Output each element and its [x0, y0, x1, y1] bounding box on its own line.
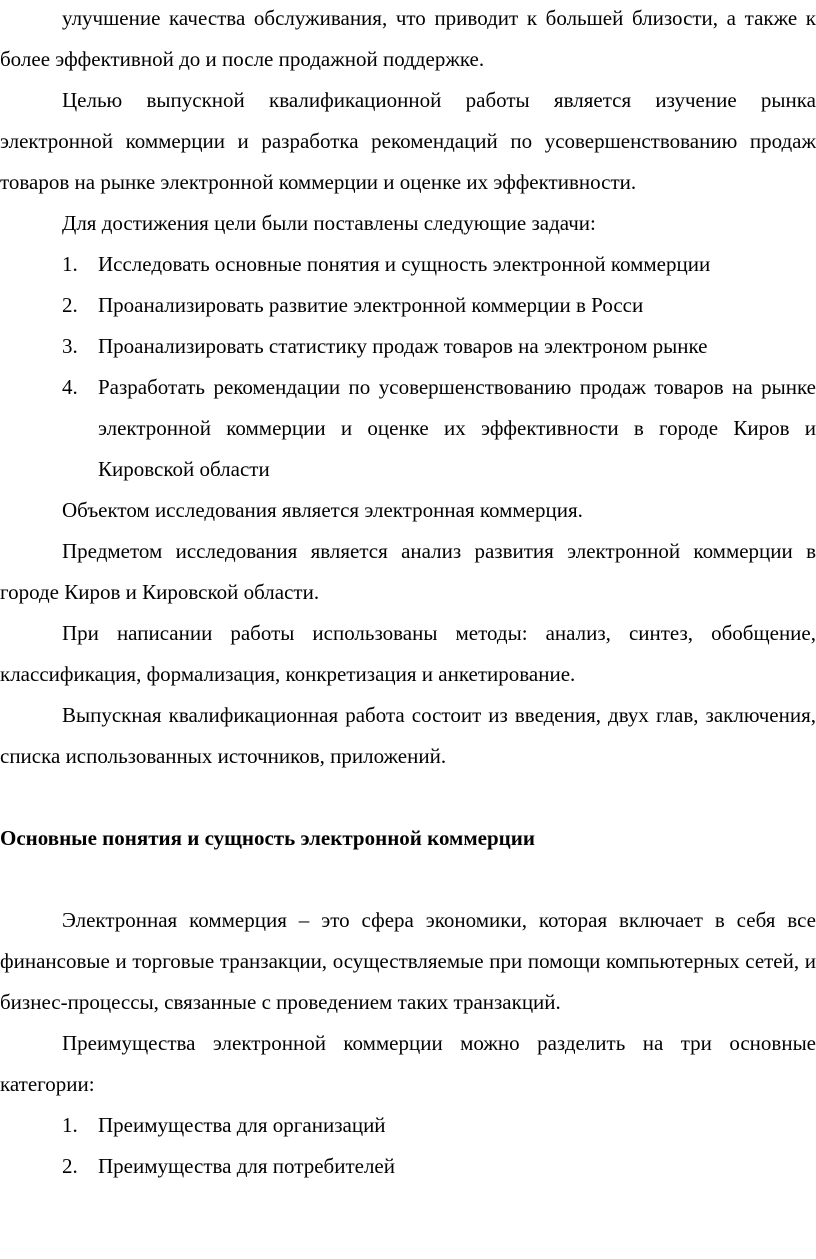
list-item: [0, 367, 816, 490]
list-item-text: Проанализировать статистику продаж товаров на электроном рынке: [98, 334, 708, 358]
paragraph-tasks-intro: Для достижения цели были поставлены следующие задачи:: [62, 211, 596, 235]
paragraph-methods: При написании работы использованы методы: анализ, синтез, обобщение, классификация, формализация, конкретизация и анкетирование.: [0, 621, 816, 686]
paragraph-object: Объектом исследования является электронная коммерция.: [62, 498, 583, 522]
list-item: [0, 326, 816, 367]
paragraph-subject: Предметом исследования является анализ развития электронной коммерции в городе Киров и Кировской области.: [0, 539, 816, 604]
list-item: [0, 1146, 816, 1187]
list-item: [0, 1105, 816, 1146]
list-item-number: 2.: [62, 1154, 78, 1178]
list-item-text: Преимущества для потребителей: [98, 1154, 395, 1178]
list-item-text: Преимущества для организаций: [98, 1113, 386, 1137]
list-item-text: Исследовать основные понятия и сущность электронной коммерции: [98, 252, 711, 276]
list-item-number: 3.: [62, 334, 78, 358]
paragraph-definition: Электронная коммерция – это сфера экономики, которая включает в себя все финансовые и торговые транзакции, осуществляемые при помощи компьютерных сетей, и бизнес-процессы, связанные с проведением таких транзакций.: [0, 908, 816, 1014]
paragraph-benefits-intro: Преимущества электронной коммерции можно разделить на три основные категории:: [0, 1031, 816, 1096]
list-item-number: 4.: [62, 375, 78, 399]
list-item-number: 1.: [62, 252, 78, 276]
paragraph-goal: Целью выпускной квалификационной работы является изучение рынка электронной коммерции и разработка рекомендаций по усовершенствованию продаж товаров на рынке электронной коммерции и оценке их эффективности.: [0, 88, 816, 194]
section-heading: Основные понятия и сущность электронной коммерции: [0, 826, 535, 850]
benefits-list: [0, 1105, 816, 1187]
list-item-text: Разработать рекомендации по усовершенствованию продаж товаров на рынке электронной коммерции и оценке их эффективности в городе Киров и Кировской области: [98, 375, 816, 481]
paragraph-continuation: улучшение качества обслуживания, что приводит к большей близости, а также к более эффективной до и после продажной поддержке.: [0, 6, 816, 71]
tasks-list: [0, 244, 816, 490]
list-item: [0, 285, 816, 326]
list-item-number: 2.: [62, 293, 78, 317]
list-item: [0, 244, 816, 285]
paragraph-structure: Выпускная квалификационная работа состоит из введения, двух глав, заключения, списка использованных источников, приложений.: [0, 703, 816, 768]
list-item-text: Проанализировать развитие электронной коммерции в Росси: [98, 293, 644, 317]
list-item-number: 1.: [62, 1113, 78, 1137]
